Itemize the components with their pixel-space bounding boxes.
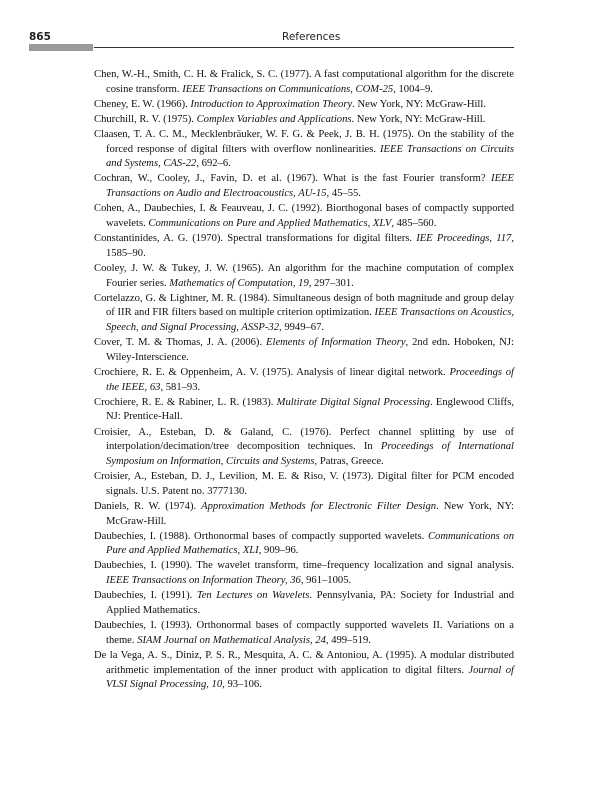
reference-item: Cover, T. M. & Thomas, J. A. (2006). Elements of Information Theory, 2nd edn. Hoboken, NJ: Wiley-Interscience. xyxy=(94,337,514,363)
reference-item: Daubechies, I. (1990). The wavelet transform, time–frequency localization and signal analysis. IEEE Transactions on Information Theory, 36, 961–1005. xyxy=(94,560,514,587)
header-rule xyxy=(94,47,514,48)
reference-item: Cooley, J. W. & Tukey, J. W. (1965). An algorithm for the machine computation of complex Fourier series. Mathematics of Computation, 19, 297–301. xyxy=(94,262,514,289)
reference-item: Crochiere, R. E. & Rabiner, L. R. (1983). Multirate Digital Signal Processing. Englewood Cliffs, NJ: Prentice-Hall. xyxy=(94,396,514,423)
reference-item: Daubechies, I. (1988). Orthonormal bases of compactly supported wavelets. Communications on Pure and Applied Mathematics, XLI, 909–96. xyxy=(94,530,515,557)
reference-item: Daubechies, I. (1991). Ten Lectures on Wavelets. Pennsylvania, PA: Society for Industrial and Applied Mathematics. xyxy=(94,590,515,616)
reference-item: Claasen, T. A. C. M., Mecklenbräuker, W. F. G. & Peek, J. B. H. (1975). On the stability of the forced response of digital filters with overflow nonlinearities. IEEE Transactions on Circuits and Systems, CAS-22, 692–6. xyxy=(94,128,514,170)
reference-item: Cohen, A., Daubechies, I. & Feauveau, J. C. (1992). Biorthogonal bases of compactly supported wavelets. Communications on Pure and Applied Mathematics, XLV, 485–560. xyxy=(94,203,514,229)
reference-item: Chen, W.-H., Smith, C. H. & Fralick, S. C. (1977). A fast computational algorithm for the discrete cosine transform. IEEE Transactions on Communications, COM-25, 1004–9. xyxy=(94,69,514,95)
running-head: References xyxy=(282,31,341,43)
chapter-tab-marker xyxy=(29,44,93,51)
reference-item: Crochiere, R. E. & Oppenheim, A. V. (1975). Analysis of linear digital network. Proceedings of the IEEE, 63, 581–93. xyxy=(94,366,514,393)
page-number: 865 xyxy=(29,31,51,43)
reference-list xyxy=(94,68,514,693)
page-header xyxy=(0,0,608,70)
reference-item: Daubechies, I. (1993). Orthonormal bases of compactly supported wavelets II. Variations on a theme. SIAM Journal on Mathematical Analysis, 24, 499–519. xyxy=(94,620,514,646)
reference-item: Croisier, A., Esteban, D. J., Levilion, M. E. & Riso, V. (1973). Digital filter for PCM encoded signals. U.S. Patent no. 3777130. xyxy=(94,471,514,497)
reference-item: Cochran, W., Cooley, J., Favin, D. et al. (1967). What is the fast Fourier transform? IEEE Transactions on Audio and Electroacoustics, AU-15, 45–55. xyxy=(94,173,514,200)
reference-item: De la Vega, A. S., Diniz, P. S. R., Mesquita, A. C. & Antoniou, A. (1995). A modular distributed arithmetic implementation of the inner product with application to digital filters. Journal of VLSI Signal Processing, 10, 93–106. xyxy=(94,649,514,691)
reference-item: Cortelazzo, G. & Lightner, M. R. (1984). Simultaneous design of both magnitude and group delay of IIR and FIR filters based on multiple criterion optimization. IEEE Transactions on Acoustics, Speech, and Signal Processing, ASSP-32, 9949–67. xyxy=(94,292,514,334)
reference-item: Croisier, A., Esteban, D. & Galand, C. (1976). Perfect channel splitting by use of interpolation/decimation/tree decomposition techniques. In Proceedings of International Symposium on Information, Circuits and Systems, Patras, Greece. xyxy=(94,426,514,467)
reference-item: Churchill, R. V. (1975). Complex Variables and Applications. New York, NY: McGraw-Hill. xyxy=(94,113,486,125)
reference-item: Constantinides, A. G. (1970). Spectral transformations for digital filters. IEE Proceedings, 117, 1585–90. xyxy=(94,233,514,259)
reference-item: Cheney, E. W. (1966). Introduction to Approximation Theory. New York, NY: McGraw-Hill. xyxy=(94,98,486,110)
reference-item: Daniels, R. W. (1974). Approximation Methods for Electronic Filter Design. New York, NY: McGraw-Hill. xyxy=(94,500,514,527)
